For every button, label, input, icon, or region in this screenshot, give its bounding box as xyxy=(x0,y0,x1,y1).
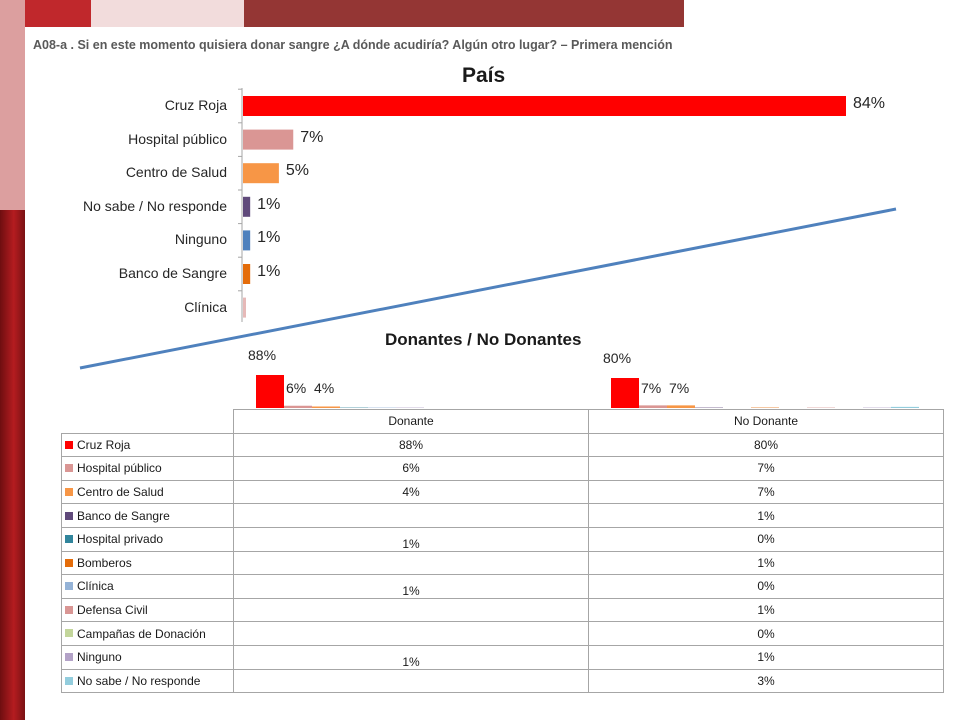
country-category-label: Hospital público xyxy=(128,130,227,147)
country-value-label: 5% xyxy=(285,162,310,180)
table-cell: 88% xyxy=(234,433,589,457)
table-cell: 6% xyxy=(234,457,589,481)
table-row xyxy=(62,645,944,669)
table-row xyxy=(62,457,944,481)
series-name: Banco de Sangre xyxy=(77,508,170,523)
table-row-label xyxy=(62,457,234,481)
table-cell: 1% xyxy=(589,645,944,669)
country-value-label: 7% xyxy=(300,128,324,146)
table-cell: 7% xyxy=(589,480,944,504)
country-value-label: 1% xyxy=(257,229,281,247)
donor-value-label: 4% xyxy=(314,380,335,396)
table-row-label xyxy=(62,669,234,693)
table-cell: 1% xyxy=(234,527,589,551)
table-cell xyxy=(234,669,589,693)
donor-bar xyxy=(611,378,639,408)
donor-value-label: 88% xyxy=(248,347,277,363)
table-col-header: Donante xyxy=(234,410,589,434)
table-row-label xyxy=(62,551,234,575)
table-row-label xyxy=(62,645,234,669)
table-row xyxy=(62,480,944,504)
legend-swatch xyxy=(65,653,73,661)
donor-bar xyxy=(312,407,340,409)
legend-swatch xyxy=(65,512,73,520)
donor-chart-title: Donantes / No Donantes xyxy=(385,330,582,349)
legend-swatch xyxy=(65,464,73,472)
table-cell: 1% xyxy=(589,551,944,575)
series-name: Hospital público xyxy=(77,461,162,476)
table-cell: 80% xyxy=(589,433,944,457)
table-cell: 3% xyxy=(589,669,944,693)
series-name: Centro de Salud xyxy=(77,485,164,500)
table-row xyxy=(62,598,944,622)
table-row-label xyxy=(62,504,234,528)
table-cell xyxy=(234,504,589,528)
table-header-row xyxy=(62,410,944,434)
series-name: Clínica xyxy=(77,579,114,594)
table-cell: 4% xyxy=(234,480,589,504)
series-name: Cruz Roja xyxy=(77,437,131,452)
legend-swatch xyxy=(65,535,73,543)
donor-value-label: 7% xyxy=(669,380,690,396)
series-name: Hospital privado xyxy=(77,532,164,547)
series-name: Campañas de Donación xyxy=(77,626,206,641)
legend-swatch xyxy=(65,677,73,685)
table-row xyxy=(62,669,944,693)
donor-bar xyxy=(891,407,919,408)
country-category-label: Ninguno xyxy=(174,231,227,248)
table-cell: 7% xyxy=(589,457,944,481)
table-corner xyxy=(62,410,234,434)
country-category-label: Cruz Roja xyxy=(164,97,227,113)
legend-swatch xyxy=(65,629,73,637)
legend-swatch xyxy=(65,606,73,614)
table-row-label xyxy=(62,622,234,646)
legend-swatch xyxy=(65,582,73,590)
table-row xyxy=(62,622,944,646)
legend-swatch xyxy=(65,559,73,567)
legend-swatch xyxy=(65,488,73,496)
table-row-label xyxy=(62,575,234,599)
country-value-label: 1% xyxy=(257,195,281,213)
table-cell: 0% xyxy=(589,622,944,646)
table-cell xyxy=(234,551,589,575)
series-name: Bomberos xyxy=(77,555,132,570)
table-row-label xyxy=(62,433,234,457)
table-cell: 1% xyxy=(589,504,944,528)
table-cell: 1% xyxy=(589,598,944,622)
country-category-label: Centro de Salud xyxy=(125,164,227,181)
donor-bar xyxy=(284,406,312,408)
table-row xyxy=(62,504,944,528)
table-col-header: No Donante xyxy=(589,410,944,434)
table-row xyxy=(62,433,944,457)
country-value-label: 84% xyxy=(853,95,886,112)
legend-swatch xyxy=(65,441,73,449)
table-cell: 0% xyxy=(589,575,944,599)
donor-value-label: 80% xyxy=(603,350,632,366)
table-row xyxy=(62,527,944,551)
country-category-label: No sabe / No responde xyxy=(83,197,227,214)
country-category-label: Banco de Sangre xyxy=(118,265,227,281)
series-name: Ninguno xyxy=(77,650,122,665)
donor-value-label: 6% xyxy=(286,380,307,396)
donor-bar xyxy=(667,405,695,408)
country-category-label: Clínica xyxy=(184,298,227,315)
question-text: A08-a . Si en este momento quisiera donar sangre ¿A dónde acudiría? Algún otro lugar? – Primera mención xyxy=(33,38,673,52)
table-cell xyxy=(234,622,589,646)
series-name: No sabe / No responde xyxy=(77,673,201,688)
donor-value-label: 7% xyxy=(641,380,662,396)
table-row-label xyxy=(62,480,234,504)
country-value-label: 1% xyxy=(257,263,281,280)
country-chart-title: País xyxy=(462,64,506,87)
table-row xyxy=(62,575,944,599)
table-row-label xyxy=(62,598,234,622)
donor-data-table xyxy=(61,409,944,693)
table-cell: 1% xyxy=(234,645,589,669)
series-name: Defensa Civil xyxy=(77,603,148,618)
table-row xyxy=(62,551,944,575)
donor-bar xyxy=(256,375,284,408)
table-cell xyxy=(234,598,589,622)
donor-bar xyxy=(639,405,667,408)
table-cell: 1% xyxy=(234,575,589,599)
table-cell: 0% xyxy=(589,527,944,551)
table-row-label xyxy=(62,527,234,551)
